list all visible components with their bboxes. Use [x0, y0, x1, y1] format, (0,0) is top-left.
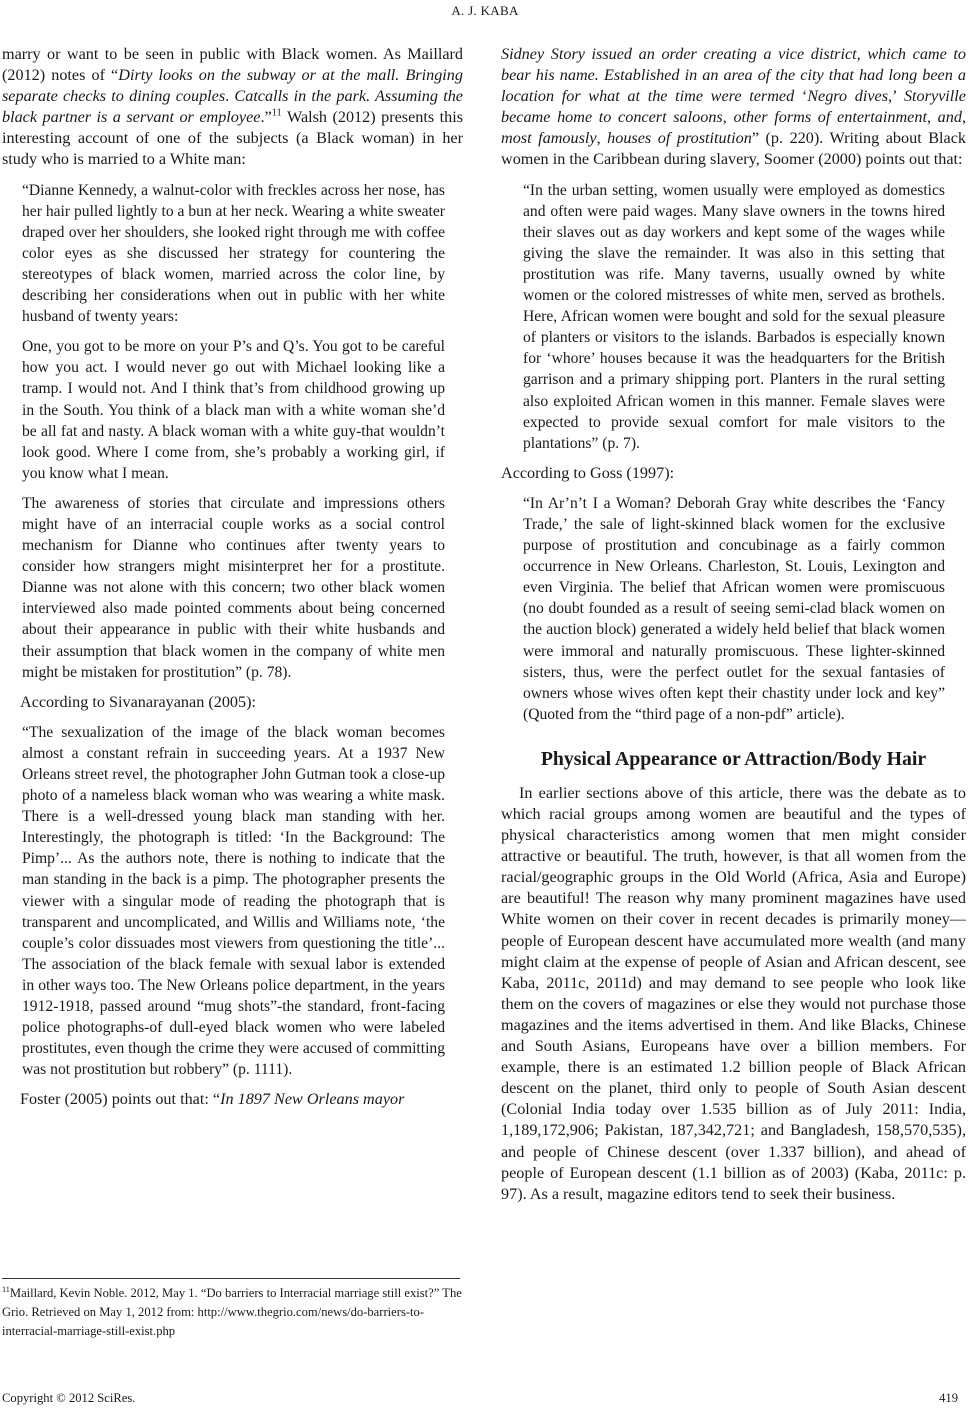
left-paragraph-2: According to Sivanarayanan (2005):	[20, 692, 256, 711]
footnote-ref[interactable]: 11	[271, 107, 282, 119]
footnote: $^{11}$Maillard, Kevin Noble. 2012, May 1. “Do barriers to Interracial marriage still exist?” The Grio. Retrieved on May 1, 2012 from: http://www.thegrio.com/news/do-barriers-to-interracial-marriage-still-exist.php	[2, 1284, 462, 1338]
right-paragraph-3: In earlier sections above of this article, there was the debate as to which racial groups among women are beautiful and the types of physical characteristics among women that men might consider attractive or beautiful. The truth, however, is that all women from the racial/geographic groups in the Old World (Africa, Asia and Europe) are beautiful! The reason why many prominent magazines have used White women on their cover in recent decades is primarily money—people of European descent have accumulated more wealth (and many might claim at the expense of people of Asian and African descent, see Kaba, 2011c, 2011d) and may demand to see people who look like them on the covers of magazines or else they would not purchase those magazines and the items advertised in them. And like Blacks, Chinese and South Asians, Europeans have over a billion members. For example, there is an estimated 1.2 billion people of Black African descent on the planet, third only to people of South Asian descent (Colonial India today over 1.535 billion as of July 2011: India, 1,189,172,906; Pakistan, 187,342,721; and Bangladesh, 158,570,535), and people of Chinese descent (over 1.337 billion), and ahead of people of European descent (1.1 billion as of 2003) (Kaba, 2011c: p. 97). As a result, magazine editors tend to seek their business.	[501, 783, 966, 1203]
running-header: A. J. KABA	[451, 3, 519, 18]
left-paragraph-3: Foster (2005) points out that: “In 1897 New Orleans mayor	[20, 1090, 405, 1109]
left-column	[2, 44, 463, 1111]
left-paragraph-1: marry or want to be seen in public with Black women. As Maillard (2012) notes of “Dirty looks on the subway or at the mall. Bringing separate checks to dining couples. Catcalls in the park. Assuming the black partner is a servant or employee.”$^{11}$ Walsh (2012) presents this interesting account of one of the subjects (a Black woman) in her study who is married to a White man:	[2, 45, 463, 169]
page-number: 419	[939, 1391, 958, 1405]
left-quote-4: “The sexualization of the image of the black woman becomes almost a constant refrain in succeeding years. At a 1937 New Orleans street revel, the photographer John Gutman took a close-up photo of a nameless black woman who was wearing a white mask. There is a well-dressed young black man standing with her. Interestingly, the photograph is titled: ‘In the Background: The Pimp’... As the authors note, there is nothing to indicate that the man standing in the back is a pimp. The photographer presents the viewer with a singular mode of reading the photograph that is transparent and uncomplicated, and Willis and Williams note, ‘the couple’s color dissuades most viewers from questioning the title’... The association of the black female with sexual labor is extended in other ways too. The New Orleans police department, in the years 1912-1918, passed around “mug shots”-the standard, front-facing police photographs-of dull-eyed black women who were labeled prostitutes, even though the crime they were accused of committing was not prostitution but robbery” (p. 1111).	[22, 723, 445, 1079]
left-quote-3: The awareness of stories that circulate and impressions others might have of an interracial couple works as a social control mechanism for Dianne who continues after twenty years to consider how strangers might misinterpret her for a prostitute. Dianne was not alone with this concern; two other black women interviewed also made pointed comments about being concerned about their appearance in public with their white husbands and their assumption that black women in the company of white men might be mistaken for prostitution” (p. 78).	[22, 494, 445, 681]
right-quote-2: “In Ar’n’t I a Woman? Deborah Gray white describes the ‘Fancy Trade,’ the sale of light-skinned black women for the exclusive purpose of prostitution and concubinage as a fairly common occurrence in New Orleans. Charleston, St. Louis, Lexington and even Virginia. The belief that African women were promiscuous (no doubt founded as a result of seeing semi-clad black women on the auction block) generated a widely held belief that black women were immoral and naturally promiscuous. These lighter-skinned sisters, thus, were the perfect outlet for the sexual fantasies of owners whose wives often kept their chastity under lock and key” (Quoted from the “third page of a non-pdf” article).	[523, 494, 945, 723]
section-heading: Physical Appearance or Attraction/Body Hair	[540, 747, 927, 770]
right-paragraph-2: According to Goss (1997):	[501, 463, 675, 482]
left-quote-2: One, you got to be more on your P’s and Q’s. You got to be careful how you act. I would never go out with Michael looking like a tramp. I would not. And I think that’s from childhood growing up in the South. You think of a black man with a white woman she’d be all fat and nasty. A black woman with a white guy-that wouldn’t look good. Where I come from, she’s probably a working girl, if you know what I mean.	[22, 338, 445, 482]
copyright-footer: Copyright © 2012 SciRes.	[2, 1391, 136, 1405]
right-column	[501, 44, 966, 1205]
right-paragraph-1: Sidney Story issued an order creating a vice district, which came to bear his name. Established in an area of the city that had long been a location for what at the time were termed ‘Negro dives,’ Storyville became home to concert saloons, other forms of entertainment, and, most famously, houses of prostitution” (p. 220). Writing about Black women in the Caribbean during slavery, Soomer (2000) points out that:	[501, 45, 966, 169]
right-quote-1: “In the urban setting, women usually were employed as domestics and often were paid wages. Many slave owners in the towns hired their slaves out as day workers and kept some of the wages while giving the slave the remainder. It was also in this setting that prostitution was rife. Many taverns, usually owned by white women or the colored mistresses of white men, served as brothels. Here, African women were bought and sold for the sexual pleasure of planters or visitors to the islands. Barbados is especially known for ‘whore’ houses because it was the headquarters for the British garrison and a primary shipping port. Planters in the rural setting also exploited African women in this manner. Female slaves were expected to provide sexual comfort for male visitors to the plantations” (p. 7).	[523, 181, 945, 452]
left-quote-1: “Dianne Kennedy, a walnut-color with freckles across her nose, has her hair pulled lightly to a bun at her neck. Wearing a white sweater draped over her shoulders, she looked right through me with coffee color eyes as she discussed her strategy for countering the stereotypes of black women, married across the color line, by describing her considerations when out in public with her white husband of twenty years:	[22, 181, 445, 326]
footnote-divider	[2, 1278, 460, 1279]
